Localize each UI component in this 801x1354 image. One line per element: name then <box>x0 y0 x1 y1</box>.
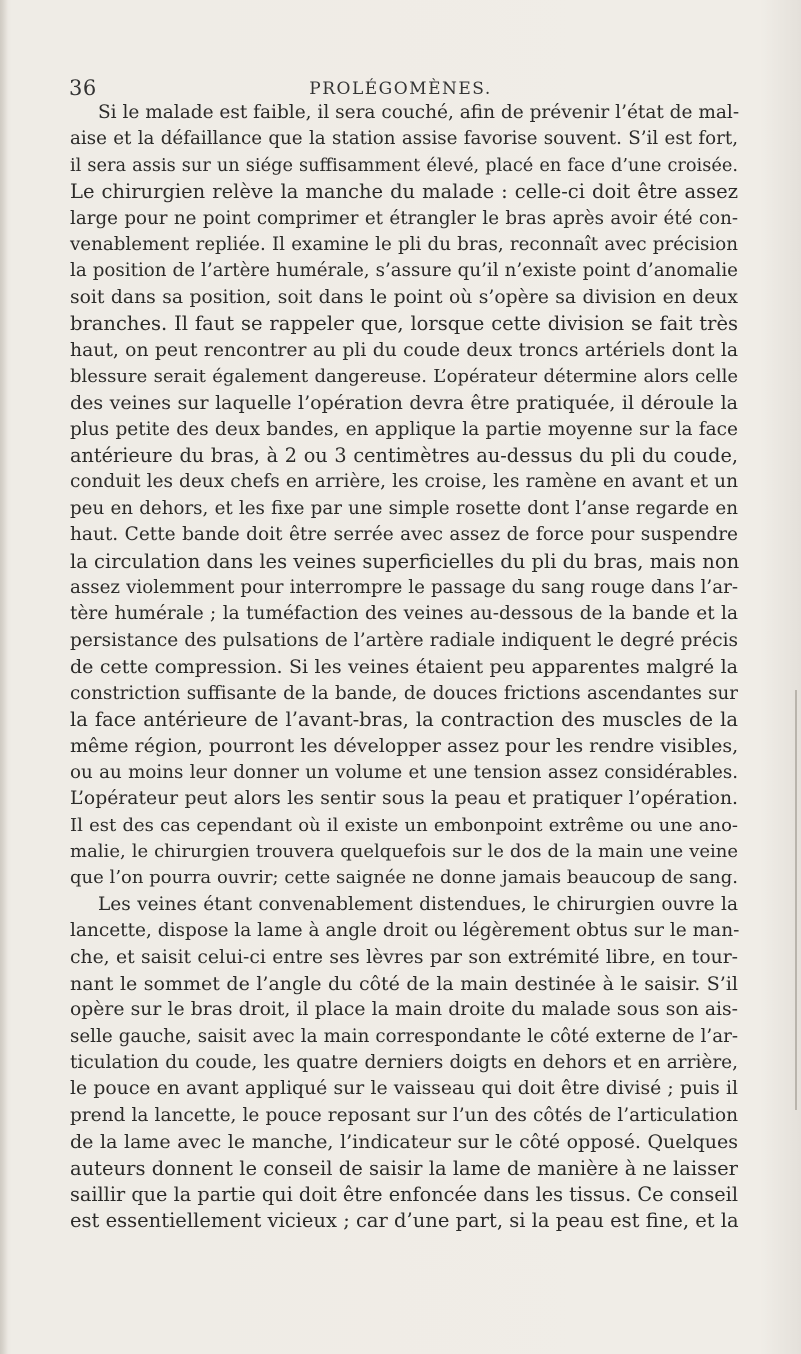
text-line: haut. Cette bande doit être serrée avec assez de force pour suspendre <box>70 524 738 546</box>
text-line: assez violemment pour interrompre le passage du sang rouge dans l’ar- <box>70 577 738 599</box>
text-line: ticulation du coude, les quatre derniers doigts en dehors et en arrière, <box>70 1052 738 1074</box>
text-line: venablement repliée. Il examine le pli du bras, reconnaît avec précision <box>70 233 738 255</box>
text-line: selle gauche, saisit avec la main correspondante le côté externe de l’ar- <box>70 1025 738 1047</box>
text-line: large pour ne point comprimer et étrangler le bras après avoir été con- <box>70 207 738 229</box>
text-line: le pouce en avant appliqué sur le vaisseau qui doit être divisé ; puis il <box>70 1078 738 1100</box>
text-line: peu en dehors, et les fixe par une simple rosette dont l’anse regarde en <box>70 497 738 519</box>
text-line: saillir que la partie qui doit être enfoncée dans les tissus. Ce conseil <box>70 1183 738 1207</box>
text-line: lancette, dispose la lame à angle droit ou légèrement obtus sur le man- <box>70 920 740 942</box>
page-number: 36 <box>69 76 97 100</box>
text-line: haut, on peut rencontrer au pli du coude deux troncs artériels dont la <box>70 339 738 361</box>
text-line: même région, pourront les développer assez pour les rendre visibles, <box>70 735 739 758</box>
text-line: nant le sommet de l’angle du côté de la main destinée à le saisir. S’il <box>70 972 738 995</box>
text-line: de cette compression. Si les veines étaient peu apparentes malgré la <box>70 656 738 679</box>
text-line: auteurs donnent le conseil de saisir la lame de manière à ne laisser <box>70 1156 738 1180</box>
text-line: la position de l’artère humérale, s’assure qu’il n’existe point d’anomalie <box>70 260 738 282</box>
text-line: Les veines étant convenablement distendues, le chirurgien ouvre la <box>98 893 738 915</box>
text-line: L’opérateur peut alors les sentir sous la peau et pratiquer l’opération. <box>70 788 738 810</box>
text-line: branches. Il faut se rappeler que, lorsque cette division se fait très <box>70 312 738 336</box>
running-head: PROLÉGOMÈNES. <box>309 79 492 99</box>
text-line: blessure serait également dangereuse. L’opérateur détermine alors celle <box>70 365 738 387</box>
text-line: des veines sur laquelle l’opération devra être pratiquée, il déroule la <box>70 392 738 415</box>
text-line: plus petite des deux bandes, en applique la partie moyenne sur la face <box>70 418 738 440</box>
text-line: aise et la défaillance que la station assise favorise souvent. S’il est fort, <box>70 128 738 150</box>
text-line: prend la lancette, le pouce reposant sur l’un des côtés de l’articulation <box>70 1104 738 1126</box>
text-line: de la lame avec le manche, l’indicateur sur le côté opposé. Quelques <box>70 1131 738 1154</box>
body-text <box>70 100 738 1235</box>
text-line: malie, le chirurgien trouvera quelquefois sur le dos de la main une veine <box>70 840 738 862</box>
text-line: conduit les deux chefs en arrière, les croise, les ramène en avant et un <box>70 471 738 493</box>
text-line: che, et saisit celui-ci entre ses lèvres par son extrémité libre, en tour- <box>70 946 738 968</box>
text-line: ou au moins leur donner un volume et une tension assez considérables. <box>70 761 738 783</box>
text-line: opère sur le bras droit, il place la main droite du malade sous son ais- <box>70 999 738 1021</box>
text-line: la face antérieure de l’avant-bras, la contraction des muscles de la <box>70 707 738 731</box>
text-line: persistance des pulsations de l’artère radiale indiquent le degré précis <box>70 629 738 651</box>
text-line: que l’on pourra ouvrir; cette saignée ne donne jamais beaucoup de sang. <box>70 867 738 889</box>
text-line: est essentiellement vicieux ; car d’une part, si la peau est fine, et la <box>70 1209 739 1233</box>
text-line: soit dans sa position, soit dans le point où s’opère sa division en deux <box>70 286 738 308</box>
text-line: il sera assis sur un siége suffisamment élevé, placé en face d’une croisée. <box>70 155 738 176</box>
text-line: la circulation dans les veines superficielles du pli du bras, mais non <box>70 549 740 573</box>
text-line: tère humérale ; la tuméfaction des veines au-dessous de la bande et la <box>70 603 738 625</box>
text-line: antérieure du bras, à 2 ou 3 centimètres au-dessus du pli du coude, <box>70 444 738 468</box>
page-binding-shadow <box>0 0 8 1354</box>
text-line: Le chirurgien relève la manche du malade : celle-ci doit être assez <box>70 180 738 204</box>
page-edge-mark <box>795 690 797 1110</box>
text-line: Si le malade est faible, il sera couché, afin de prévenir l’état de mal- <box>98 102 740 123</box>
text-line: constriction suffisante de la bande, de douces frictions ascendantes sur <box>70 682 738 704</box>
text-line: Il est des cas cependant où il existe un embonpoint extrême ou une ano- <box>70 814 738 836</box>
